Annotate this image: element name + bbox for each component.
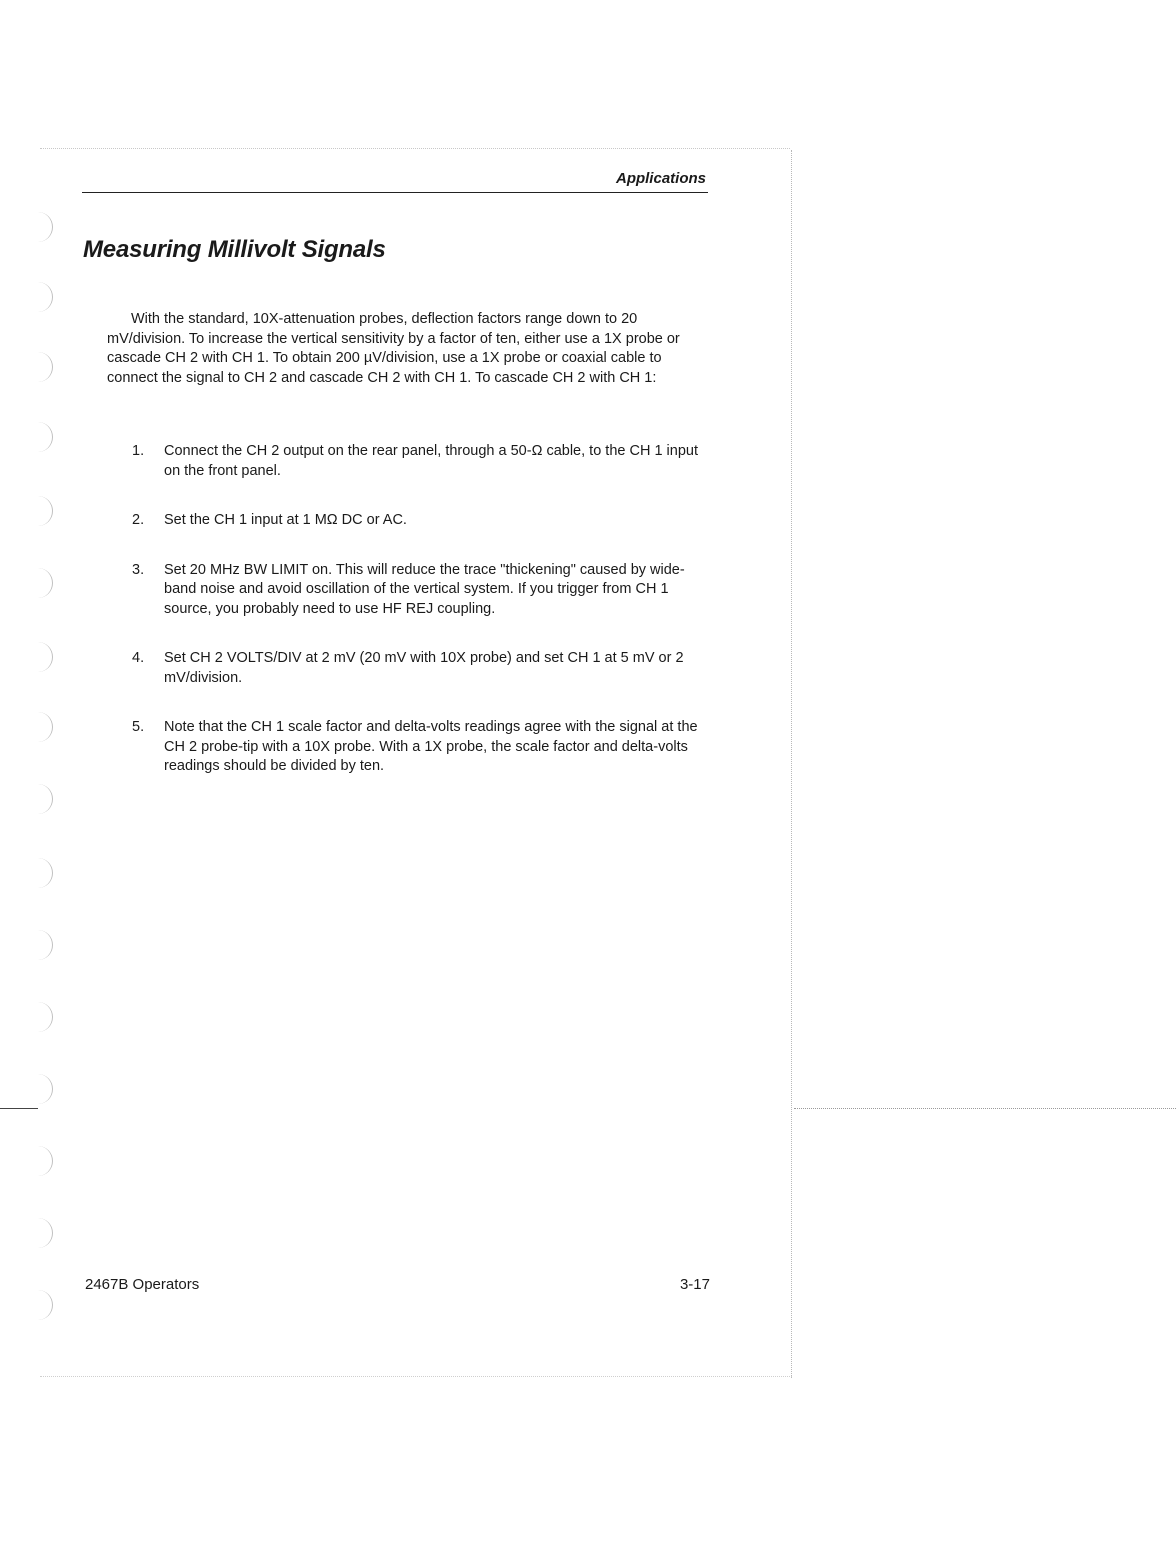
procedure-steps (107, 442, 707, 807)
binder-hole (36, 1002, 53, 1032)
step-text: Note that the CH 1 scale factor and delta-volts readings agree with the signal at the CH 2 probe-tip with a 10X probe. With a 1X probe, the scale factor and delta-volts readings should be divided by ten. (164, 719, 698, 774)
step-text: Set the CH 1 input at 1 MΩ DC or AC. (164, 512, 407, 528)
page-number: 3-17 (679, 1276, 710, 1293)
binder-hole (36, 1290, 53, 1320)
binder-hole (36, 1146, 53, 1176)
list-item (107, 718, 707, 777)
scan-mark-left (0, 1108, 38, 1109)
binder-hole (36, 1074, 53, 1104)
binder-hole (36, 352, 53, 382)
footer-manual-title: 2467B Operators (85, 1276, 200, 1293)
intro-paragraph: With the standard, 10X-attenuation probes, deflection factors range down to 20 mV/division. To increase the vertical sensitivity by a factor of ten, either use a 1X probe or cascade CH 2 with CH 1. To obtain 200 µV/division, use a 1X probe or coaxial cable to connect the signal to CH 2 and cascade CH 2 with CH 1. To cascade CH 2 with CH 1: (107, 311, 680, 386)
binder-hole (36, 568, 53, 598)
running-head: Applications (615, 170, 706, 187)
page-edge-top (40, 148, 790, 149)
page-title: Measuring Millivolt Signals (83, 236, 386, 263)
list-item (107, 442, 707, 481)
page-edge-bottom (40, 1376, 792, 1377)
list-item (107, 561, 707, 620)
step-text: Set CH 2 VOLTS/DIV at 2 mV (20 mV with 10X probe) and set CH 1 at 5 mV or 2 mV/division. (164, 650, 684, 686)
binder-hole (36, 1218, 53, 1248)
header-rule (82, 192, 708, 193)
step-number: 1. (132, 443, 145, 459)
binder-hole (36, 784, 53, 814)
step-number: 3. (132, 561, 145, 578)
step-number: 4. (132, 650, 145, 666)
list-item (107, 511, 707, 531)
binder-hole (36, 496, 53, 526)
binder-hole (36, 930, 53, 960)
scan-mark-right (794, 1108, 1176, 1109)
page-edge-right (791, 150, 792, 1378)
binder-hole (36, 422, 53, 452)
step-text: Set 20 MHz BW LIMIT on. This will reduce the trace "thickening" caused by wide-band noise and avoid oscillation of the vertical system. If you trigger from CH 1 source, you probably need to use HF REJ coupling. (164, 561, 685, 617)
binder-hole (36, 282, 53, 312)
binder-hole (36, 212, 53, 242)
step-number: 5. (132, 719, 145, 735)
step-number: 2. (132, 512, 145, 528)
step-text: Connect the CH 2 output on the rear panel, through a 50-Ω cable, to the CH 1 input on the front panel. (164, 443, 698, 479)
binder-hole (36, 858, 53, 888)
list-item (107, 649, 707, 688)
binder-hole (36, 712, 53, 742)
binder-hole (36, 642, 53, 672)
